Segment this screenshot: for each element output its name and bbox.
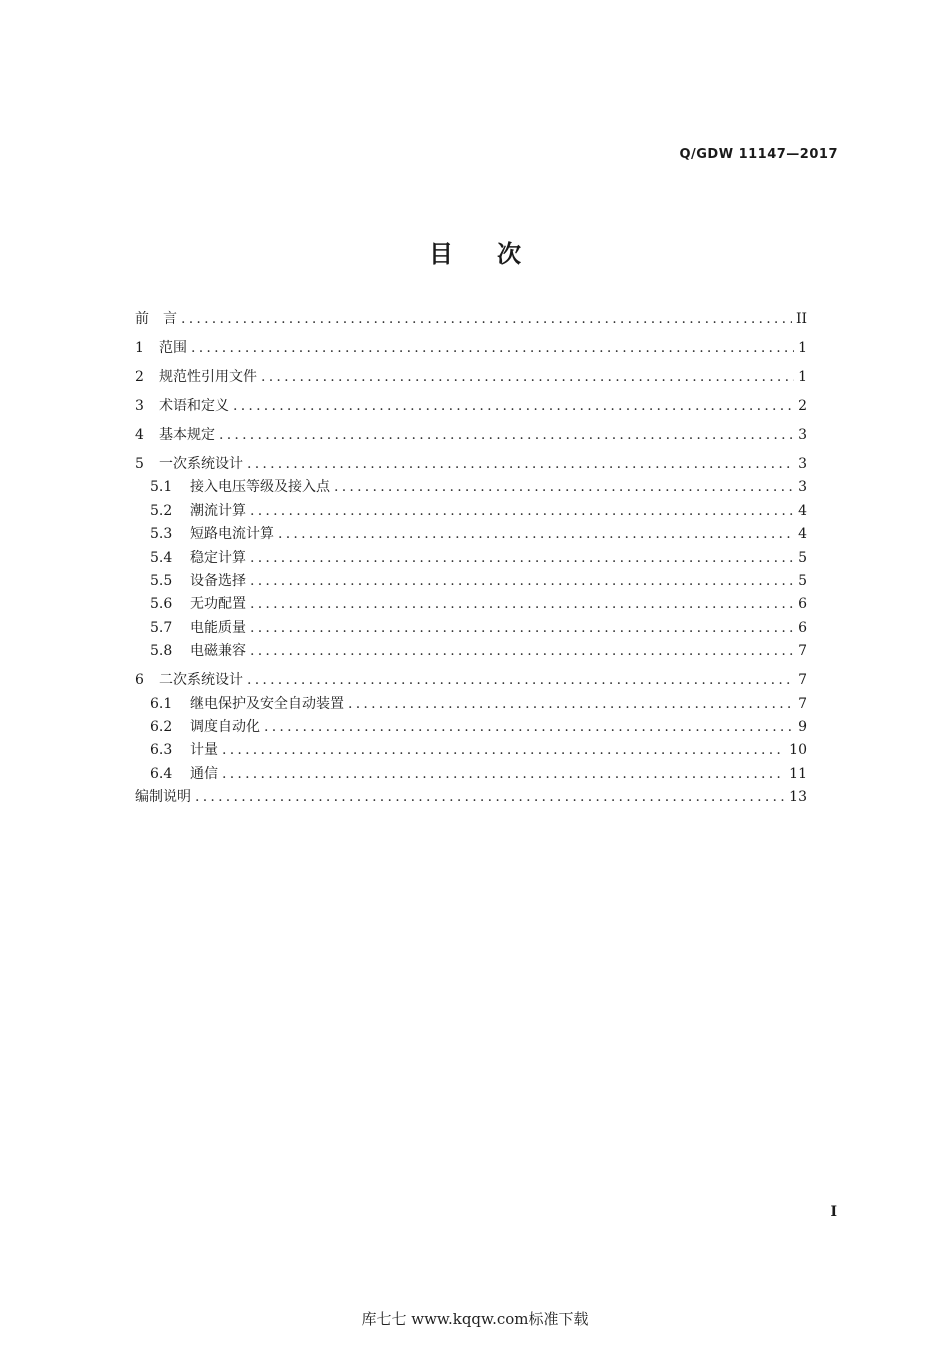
toc-leader-dots xyxy=(250,642,794,660)
toc-leader-dots xyxy=(222,741,785,759)
toc-leader-dots xyxy=(261,368,794,386)
toc-entry-page: 5 xyxy=(798,572,807,589)
toc-entry[interactable] xyxy=(135,525,807,543)
footer-watermark-text: 库七七 www.kqqw.com标准下载 xyxy=(361,1310,589,1328)
toc-entry-number: 1 xyxy=(135,340,144,356)
toc-entry-number: 6 xyxy=(135,672,144,689)
toc-entry-number: 5.2 xyxy=(150,502,173,519)
toc-leader-dots xyxy=(195,788,785,806)
toc-entry-label: 接入电压等级及接入点 xyxy=(190,479,330,496)
toc-leader-dots xyxy=(250,595,794,613)
toc-entry-number: 4 xyxy=(135,427,144,443)
toc-entry[interactable] xyxy=(135,502,807,520)
toc-entry[interactable] xyxy=(135,695,807,713)
toc-entry-number: 2 xyxy=(135,369,144,385)
toc-entry-page: 7 xyxy=(798,643,807,660)
toc-entry-label: 电能质量 xyxy=(190,619,246,636)
toc-entry[interactable] xyxy=(135,572,807,590)
toc-entry-number: 5 xyxy=(135,456,144,472)
toc-entry-label: 无功配置 xyxy=(190,596,246,613)
toc-entry-page: II xyxy=(795,311,807,327)
toc-entry-page: 1 xyxy=(798,340,807,356)
toc-entry-label: 调度自动化 xyxy=(190,718,260,735)
toc-entry[interactable] xyxy=(135,741,807,759)
toc-entry-label: 短路电流计算 xyxy=(190,526,274,543)
toc-entry-number: 5.1 xyxy=(150,479,173,496)
toc-leader-dots xyxy=(250,549,794,567)
toc-entry-page: 6 xyxy=(798,596,807,613)
toc-entry[interactable] xyxy=(135,339,807,357)
toc-entry-number: 5.4 xyxy=(150,549,173,566)
toc-entry-page: 7 xyxy=(798,672,807,689)
toc-leader-dots xyxy=(247,455,794,473)
toc-leader-dots xyxy=(191,339,794,357)
toc-leader-dots xyxy=(247,671,794,689)
toc-entry-number: 5.5 xyxy=(150,572,173,589)
toc-entry-label: 二次系统设计 xyxy=(159,672,243,689)
page-number: I xyxy=(830,1204,837,1220)
toc-entry-label: 基本规定 xyxy=(159,427,215,443)
toc-entry[interactable] xyxy=(135,718,807,736)
toc-entry[interactable] xyxy=(135,549,807,567)
toc-entry[interactable] xyxy=(135,788,807,806)
toc-entry[interactable] xyxy=(135,368,807,386)
toc-entry[interactable] xyxy=(135,671,807,689)
toc-entry-number: 5.6 xyxy=(150,596,173,613)
toc-entry[interactable] xyxy=(135,619,807,637)
toc-entry-page: 4 xyxy=(798,502,807,519)
toc-entry-page: 1 xyxy=(798,369,807,385)
toc-leader-dots xyxy=(250,502,794,520)
toc-leader-dots xyxy=(250,619,794,637)
toc-leader-dots xyxy=(264,718,794,736)
toc-entry-label: 稳定计算 xyxy=(190,549,246,566)
document-code: Q/GDW 11147—2017 xyxy=(679,147,838,162)
toc-entry-number: 5.7 xyxy=(150,619,173,636)
toc-entry-label: 继电保护及安全自动装置 xyxy=(190,695,344,712)
toc-entry[interactable] xyxy=(135,426,807,444)
toc-entry-label: 设备选择 xyxy=(190,572,246,589)
toc-leader-dots xyxy=(250,572,794,590)
toc-entry-label: 范围 xyxy=(159,340,187,356)
toc-entry-page: 3 xyxy=(798,456,807,472)
toc-entry[interactable] xyxy=(135,595,807,613)
toc-entry[interactable] xyxy=(135,397,807,415)
toc-entry-number: 5.8 xyxy=(150,643,173,660)
toc-title: 目次 xyxy=(429,240,565,268)
toc-entry[interactable] xyxy=(135,455,807,473)
toc-entry[interactable] xyxy=(135,310,807,328)
toc-entry-label: 一次系统设计 xyxy=(159,456,243,472)
toc-entry-number: 5.3 xyxy=(150,526,173,543)
toc-leader-dots xyxy=(233,397,794,415)
toc-leader-dots xyxy=(181,310,792,328)
toc-entry-label: 潮流计算 xyxy=(190,502,246,519)
toc-entry-page: 6 xyxy=(798,619,807,636)
toc-entry-page: 7 xyxy=(798,695,807,712)
toc-entry-label: 电磁兼容 xyxy=(190,643,246,660)
toc-entry-number: 6.4 xyxy=(150,765,173,782)
toc-entry-page: 13 xyxy=(789,789,807,806)
table-of-contents xyxy=(135,310,807,806)
toc-entry-label: 术语和定义 xyxy=(159,398,229,414)
toc-leader-dots xyxy=(348,695,794,713)
toc-leader-dots xyxy=(222,765,785,783)
toc-entry-number: 6.3 xyxy=(150,742,173,759)
toc-entry-page: 3 xyxy=(798,427,807,443)
toc-entry-label: 前 言 xyxy=(135,311,177,327)
toc-entry-page: 11 xyxy=(789,765,807,782)
toc-entry-number: 6.2 xyxy=(150,718,173,735)
toc-entry[interactable] xyxy=(135,642,807,660)
toc-entry-label: 编制说明 xyxy=(135,789,191,806)
toc-entry-page: 4 xyxy=(798,526,807,543)
toc-entry-page: 10 xyxy=(789,742,807,759)
toc-entry-page: 2 xyxy=(798,398,807,414)
toc-entry-number: 3 xyxy=(135,398,144,414)
toc-entry[interactable] xyxy=(135,478,807,496)
toc-leader-dots xyxy=(219,426,794,444)
toc-entry-label: 通信 xyxy=(190,765,218,782)
toc-entry[interactable] xyxy=(135,765,807,783)
toc-entry-label: 计量 xyxy=(190,742,218,759)
toc-entry-page: 3 xyxy=(798,479,807,496)
toc-leader-dots xyxy=(334,478,794,496)
toc-entry-page: 9 xyxy=(798,718,807,735)
toc-entry-number: 6.1 xyxy=(150,695,173,712)
toc-entry-label: 规范性引用文件 xyxy=(159,369,257,385)
toc-entry-page: 5 xyxy=(798,549,807,566)
toc-leader-dots xyxy=(278,525,794,543)
